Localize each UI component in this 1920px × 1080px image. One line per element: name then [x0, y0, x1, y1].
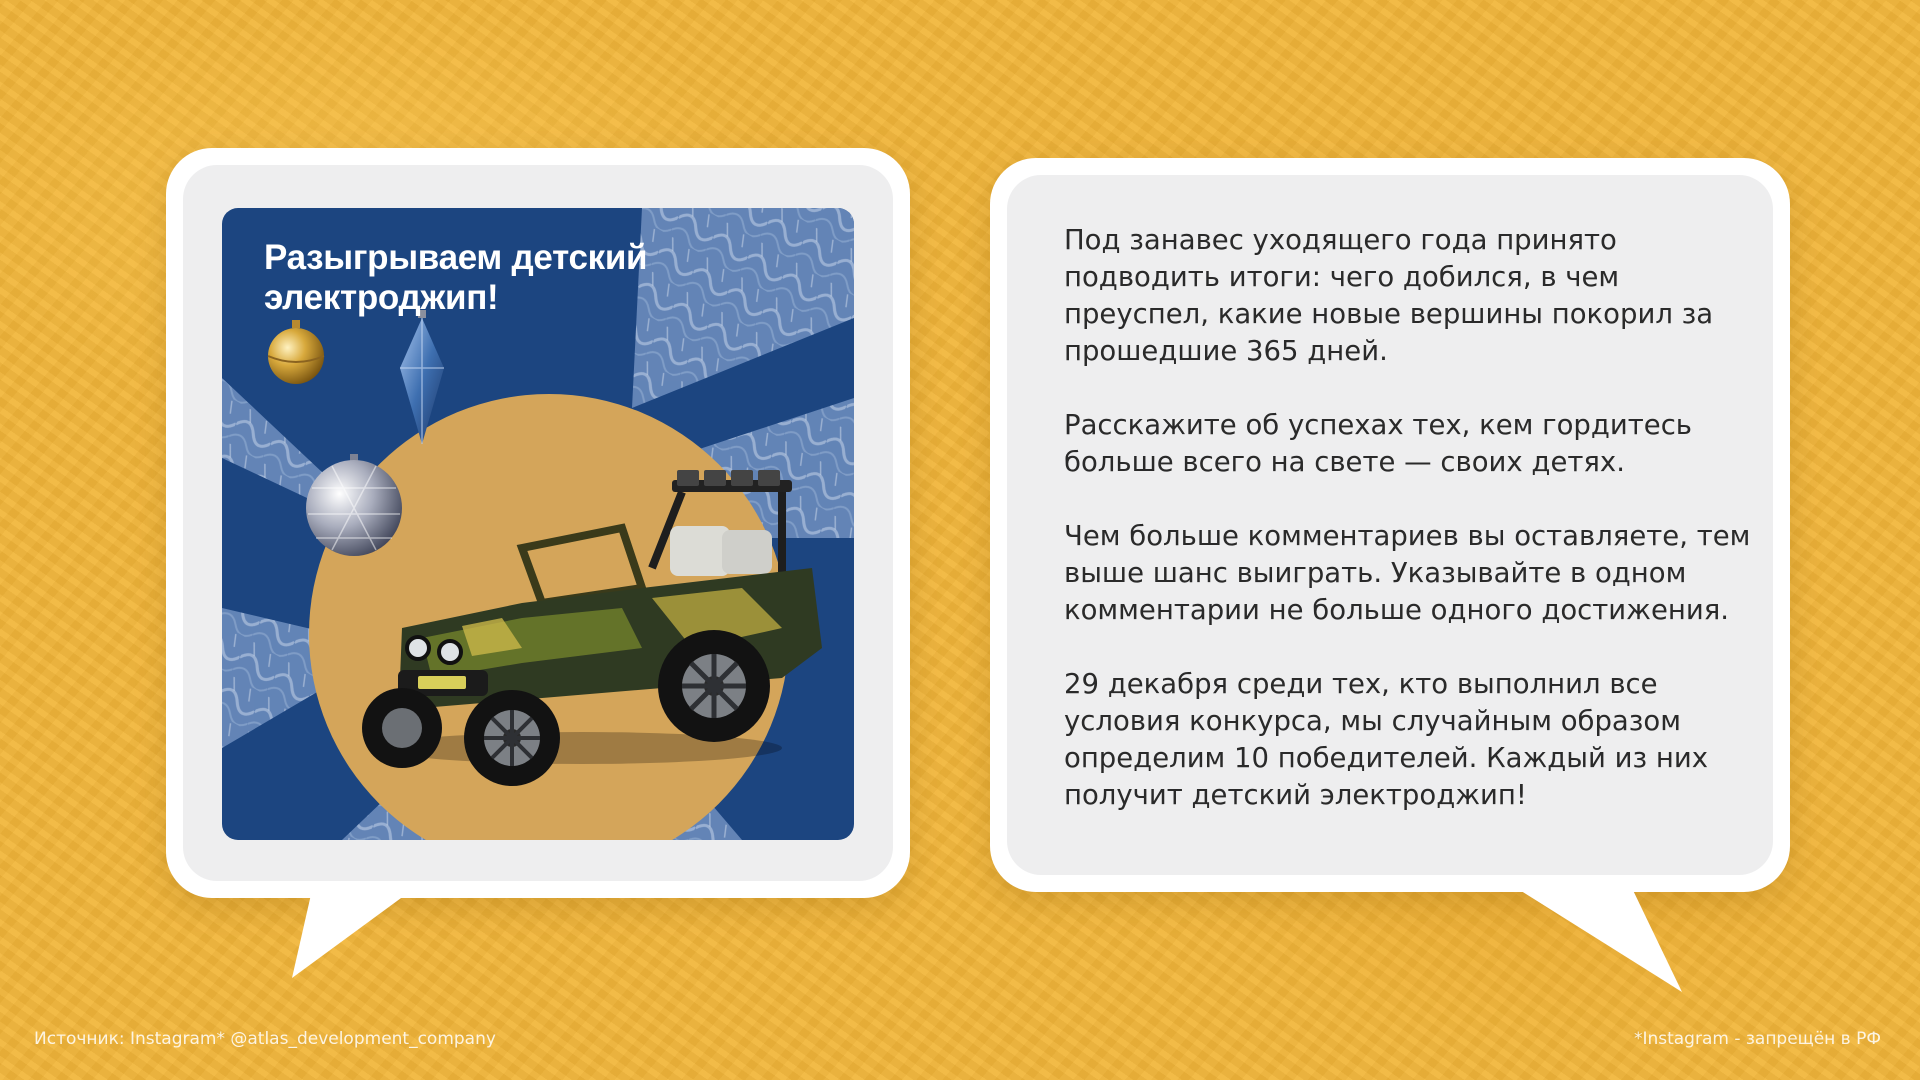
paragraph-ask: Расскажите об успехах тех, кем гордитесь больше всего на свете — своих детях.	[1064, 409, 1693, 478]
source-credit: Источник: Instagram* @atlas_development_company	[34, 1029, 496, 1049]
paragraph-rules: Чем больше комментариев вы оставляете, тем выше шанс выиграть. Указывайте в одном комментарии не больше одного достижения.	[1064, 520, 1751, 626]
contest-description	[1064, 222, 1754, 814]
right-bubble-tail	[1510, 884, 1690, 994]
promo-image	[222, 208, 854, 840]
paragraph-winners: 29 декабря среди тех, кто выполнил все условия конкурса, мы случайным образом определим 10 победителей. Каждый из них получит детский электроджип!	[1064, 668, 1708, 811]
instagram-disclaimer: *Instagram - запрещён в РФ	[1633, 1029, 1881, 1049]
ornament-gold	[268, 320, 324, 384]
paragraph-intro: Под занавес уходящего года принято подводить итоги: чего добился, в чем преуспел, какие новые вершины покорил за прошедшие 365 дней.	[1064, 224, 1714, 367]
promo-title: Разыгрываем детский электроджип!	[264, 238, 648, 317]
left-bubble-tail	[292, 890, 422, 980]
